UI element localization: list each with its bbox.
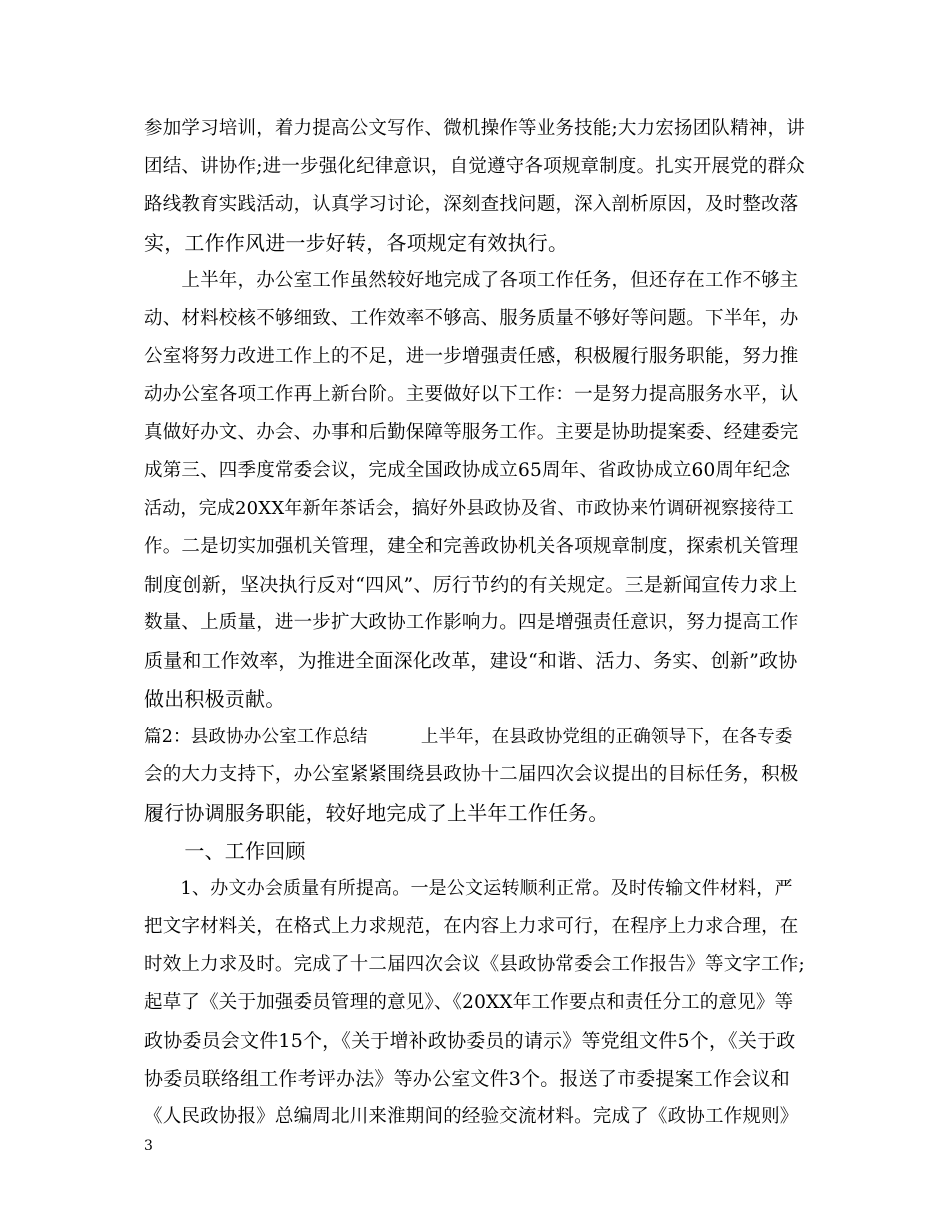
section-heading-line: 篇2：县政协办公室工作总结 上半年，在县政协党组的正确领导下，在各专委: [144, 727, 793, 747]
text-line: 做出积极贡献。: [144, 687, 286, 711]
text-line: 履行协调服务职能，较好地完成了上半年工作任务。: [144, 801, 609, 825]
text-line: 质量和工作效率，为推进全面深化改革，建设“和谐、活力、务实、创新”政协: [144, 650, 798, 672]
text-line: 协委员联络组工作考评办法》等办公室文件3个。报送了市委提案工作会议和: [144, 1068, 790, 1090]
text-line: 作。二是切实加强机关管理，建全和完善政协机关各项规章制度，探索机关管理: [144, 536, 799, 557]
text-line: 时效上力求及时。完成了十二届四次会议《县政协常委会工作报告》等文字工作;: [144, 954, 805, 975]
text-line: 把文字材料关，在格式上力求规范，在内容上力求可行，在程序上力求合理，在: [144, 916, 799, 937]
text-line: 上半年，办公室工作虽然较好地完成了各项工作任务，但还存在工作不够主: [144, 270, 799, 291]
text-line: 1、办文办会质量有所提高。一是公文运转顺利正常。及时传输文件材料，严: [144, 878, 793, 899]
subsection-heading: 一、工作回顾: [144, 839, 306, 863]
text-line: 政协委员会文件15个，《关于增补政协委员的请示》等党组文件5个，《关于政: [144, 1030, 796, 1052]
text-line: 制度创新，坚决执行反对“四风”、厉行节约的有关规定。三是新闻宣传力求上: [144, 574, 798, 596]
text-line: 《人民政协报》总编周北川来淮期间的经验交流材料。完成了《政协工作规则》: [144, 1106, 799, 1127]
text-line: 起草了《关于加强委员管理的意见》、《20XX年工作要点和责任分工的意见》等: [144, 992, 794, 1013]
page-number: 3: [144, 1138, 153, 1154]
text-line: 实，工作作风进一步好转，各项规定有效执行。: [144, 231, 569, 255]
text-line: 成第三、四季度常委会议，完成全国政协成立65周年、省政协成立60周年纪念: [144, 460, 791, 481]
text-line: 参加学习培训，着力提高公文写作、微机操作等业务技能;大力宏扬团队精神，讲: [144, 118, 805, 139]
text-line: 动办公室各项工作再上新台阶。主要做好以下工作：一是努力提高服务水平，认: [144, 384, 799, 405]
text-line: 数量、上质量，进一步扩大政协工作影响力。四是增强责任意识，努力提高工作: [144, 612, 799, 633]
text-line: 动、材料校核不够细致、工作效率不够高、服务质量不够好等问题。下半年，办: [144, 308, 799, 329]
text-line: 路线教育实践活动，认真学习讨论，深刻查找问题，深入剖析原因，及时整改落: [144, 194, 799, 215]
text-line: 真做好办文、办会、办事和后勤保障等服务工作。主要是协助提案委、经建委完: [144, 422, 799, 443]
text-line: 会的大力支持下，办公室紧紧围绕县政协十二届四次会议提出的目标任务，积极: [144, 764, 799, 785]
text-line: 团结、讲协作;进一步强化纪律意识，自觉遵守各项规章制度。扎实开展党的群众: [144, 156, 805, 177]
text-line: 公室将努力改进工作上的不足，进一步增强责任感，积极履行服务职能，努力推: [144, 346, 799, 367]
text-line: 活动，完成20XX年新年茶话会，搞好外县政协及省、市政协来竹调研视察接待工: [144, 498, 794, 519]
